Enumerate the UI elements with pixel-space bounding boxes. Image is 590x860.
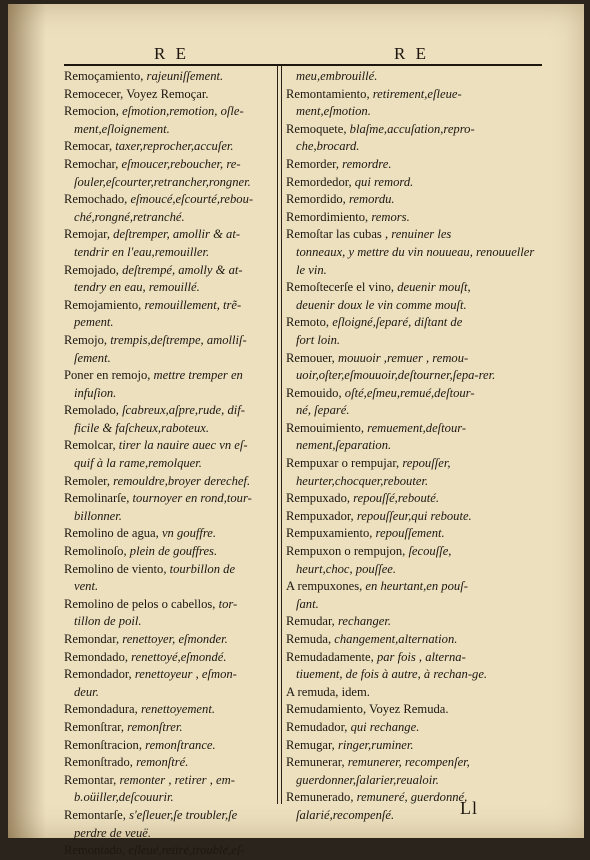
dictionary-entry (286, 86, 542, 121)
dictionary-entry (64, 631, 272, 649)
entry-headword: A remuda, idem. (286, 684, 370, 699)
entry-definition: tourbillon de (169, 561, 236, 576)
entry-headword: Remojado, (64, 262, 123, 277)
entry-headword: Remudar, (286, 614, 338, 629)
entry-continuation: tendry en eau, remouillé. (74, 280, 200, 295)
entry-headword: Remolcar, (64, 438, 119, 453)
entry-definition: changement,alternation. (334, 632, 458, 646)
dictionary-entry (64, 525, 272, 543)
entry-continuation: ſant. (296, 596, 319, 611)
entry-definition: eſmoucé,eſcourté,rebou- (130, 192, 254, 207)
entry-definition: ſecouſſe, (408, 544, 452, 559)
entry-headword: Remudador, (286, 719, 351, 734)
entry-definition: remouldre,broyer derechef. (113, 473, 251, 488)
dictionary-entry (64, 103, 272, 138)
entry-definition: renettoyeur , eſmon- (134, 667, 237, 682)
entry-definition: remordu. (348, 192, 395, 207)
entry-definition: plein de gouffres. (129, 544, 218, 559)
entry-continuation: né, ſeparé. (296, 403, 350, 418)
entry-headword: Remolino de viento, (64, 561, 170, 576)
dictionary-entry (286, 508, 542, 526)
entry-headword: Remonſtrar, (64, 719, 128, 734)
entry-headword: Remouido, (286, 385, 345, 400)
entry-continuation: che,brocard. (296, 139, 360, 154)
entry-headword: Poner en remojo, (64, 368, 154, 383)
dictionary-entry (64, 543, 272, 561)
entry-headword: Rempuxado, (286, 491, 354, 506)
entry-headword: Remochar, (64, 156, 122, 171)
dictionary-entry (64, 596, 272, 631)
entry-definition: eſmoucer,reboucher, re- (121, 156, 241, 171)
dictionary-entry (286, 789, 542, 824)
dictionary-entry (64, 68, 272, 86)
entry-headword: Remolino de agua, (64, 526, 162, 541)
entry-continuation: heurt,choc, pouſſee. (296, 561, 397, 576)
entry-definition: repouſſement. (375, 526, 445, 541)
dictionary-entry (64, 262, 272, 297)
entry-headword: Remontar, (64, 772, 120, 787)
entry-definition: repouſſé,rebouté. (353, 491, 439, 506)
entry-continuation: vent. (74, 579, 99, 594)
entry-definition: s'eſleuer,ſe troubler,ſe (129, 807, 238, 822)
dictionary-entry (64, 367, 272, 402)
dictionary-entry (286, 385, 542, 420)
entry-headword: Remolinoſo, (64, 544, 130, 559)
entry-headword: Rempuxon o rempujon, (286, 544, 409, 559)
entry-definition: remors. (371, 209, 410, 224)
entry-headword: Remuda, (286, 632, 335, 646)
left-column (64, 68, 272, 860)
entry-headword: Remolino de pelos o cabellos, (64, 596, 219, 611)
entry-definition: remouillement, trẽ- (144, 297, 242, 312)
entry-headword: Remontarſe, (64, 807, 130, 822)
entry-headword: Remondadura, (64, 702, 141, 717)
entry-continuation: tendrir en l'eau,remouiller. (74, 244, 210, 259)
header-rule (64, 64, 542, 66)
entry-definition: remonſtrance. (145, 737, 216, 752)
entry-continuation: tillon de poil. (74, 614, 142, 629)
dictionary-entry (286, 209, 542, 227)
entry-headword: Remolinarſe, (64, 491, 133, 506)
dictionary-entry (64, 701, 272, 719)
entry-headword: Remouer, (286, 350, 338, 365)
entry-headword: Remoto, (286, 315, 333, 330)
entry-continuation: ment,eſmotion. (296, 104, 371, 119)
dictionary-entry (286, 719, 542, 737)
right-column (286, 68, 542, 825)
entry-continuation: ſalarié,recompenſé. (296, 807, 395, 822)
entry-definition: blaſme,accuſation,repro- (349, 121, 475, 136)
dictionary-entry (64, 666, 272, 701)
entry-headword: Remonſtracion, (64, 737, 146, 752)
entry-continuation: ſouler,eſcourter,retrancher,rongner. (74, 174, 251, 189)
dictionary-entry (286, 156, 542, 174)
dictionary-entry (286, 684, 542, 702)
dictionary-entry (286, 754, 542, 789)
entry-headword: Remunerar, (286, 755, 348, 770)
entry-headword: Remontado, (64, 843, 129, 858)
entry-headword: Remoquete, (286, 121, 350, 136)
entry-headword: A rempuxones, (286, 579, 366, 594)
entry-definition: qui remord. (354, 174, 414, 189)
dictionary-entry (286, 525, 542, 543)
entry-headword: Remochado, (64, 192, 131, 207)
entry-definition: mouuoir ,remuer , remou- (337, 350, 469, 365)
entry-headword: Remocecer, (64, 86, 127, 101)
entry-cross-reference: Voyez Remuda. (369, 702, 449, 717)
entry-definition: vn gouffre. (161, 526, 217, 541)
dictionary-entry (286, 191, 542, 209)
entry-headword: Remojo, (64, 332, 111, 347)
dictionary-entry (286, 737, 542, 755)
entry-headword: Remoſtar las cubas , (286, 227, 392, 242)
entry-continuation: ſement. (74, 350, 111, 365)
entry-headword: Remunerado, (286, 790, 357, 805)
entry-continuation: guerdonner,ſalarier,reualoir. (296, 772, 439, 787)
dictionary-entry (286, 174, 542, 192)
entry-continuation: fort loin. (296, 332, 341, 347)
entry-definition: en heurtant,en pouſ- (365, 579, 468, 594)
entry-headword: Remojamiento, (64, 297, 145, 312)
entry-continuation: quif à la rame,remolquer. (74, 456, 202, 471)
entry-headword: Remontamiento, (286, 86, 373, 101)
dictionary-entry (64, 807, 272, 842)
entry-definition: qui rechange. (350, 719, 420, 734)
entry-headword: Remoçamiento, (64, 69, 147, 83)
dictionary-entry (64, 561, 272, 596)
entry-headword: Remondar, (64, 632, 123, 646)
dictionary-entry (286, 631, 542, 649)
entry-continuation: meu,embrouillé. (296, 69, 378, 83)
entry-definition: retirement,eſleue- (372, 86, 462, 101)
entry-definition: renettoyement. (140, 702, 215, 717)
entry-definition: rechanger. (337, 614, 392, 629)
entry-definition: mettre tremper en (153, 368, 243, 383)
entry-definition: remuement,deſtour- (367, 420, 467, 435)
entry-definition: repouſſer, (402, 456, 451, 471)
dictionary-entry (64, 226, 272, 261)
entry-definition: oſté,eſmeu,remué,deſtour- (344, 385, 475, 400)
entry-definition: deuenir mouſt, (397, 280, 471, 295)
entry-definition: eſleué,retiré,troublé,eſ- (128, 843, 245, 858)
entry-continuation: nement,ſeparation. (296, 438, 392, 453)
dictionary-entry (64, 156, 272, 191)
entry-continuation: perdre de veuë. (74, 825, 152, 840)
dictionary-entry (64, 297, 272, 332)
entry-continuation: uoir,oſter,eſmouuoir,deſtourner,ſepa-rer. (296, 368, 496, 383)
entry-definition: eſloigné,ſeparé, diſtant de (332, 315, 463, 330)
entry-definition: renuiner les (391, 227, 452, 242)
gutter-shadow (8, 4, 46, 838)
dictionary-entry (286, 613, 542, 631)
dictionary-entry (286, 68, 542, 86)
entry-headword: Remordedor, (286, 174, 355, 189)
entry-headword: Remojar, (64, 227, 114, 242)
entry-continuation: pement. (74, 315, 114, 330)
entry-headword: Remordimiento, (286, 209, 372, 224)
dictionary-entry (286, 314, 542, 349)
entry-definition: tirer la nauire auec vn eſ- (118, 438, 248, 453)
entry-definition: deſtrempé, amolly & at- (122, 262, 243, 277)
entry-headword: Remouimiento, (286, 420, 368, 435)
entry-definition: ſcabreux,aſpre,rude, dif- (122, 403, 245, 418)
entry-definition: rajeuniſſement. (146, 69, 224, 83)
column-rule (281, 66, 282, 804)
entry-definition: remordre. (342, 156, 392, 171)
dictionary-entry (64, 772, 272, 807)
dictionary-entry (286, 649, 542, 684)
dictionary-entry (64, 86, 272, 104)
entry-headword: Rempuxador, (286, 508, 357, 523)
dictionary-entry (64, 842, 272, 860)
entry-continuation: ché,rongné,retranché. (74, 209, 185, 224)
running-header (64, 44, 544, 66)
dictionary-entry (64, 649, 272, 667)
entry-continuation: heurter,chocquer,rebouter. (296, 473, 429, 488)
header-left: R E (154, 44, 189, 63)
dictionary-entry (286, 701, 542, 719)
entry-headword: Remocion, (64, 104, 123, 119)
dictionary-entry (64, 402, 272, 437)
dictionary-entry (286, 490, 542, 508)
dictionary-entry (64, 490, 272, 525)
entry-headword: Remudadamente, (286, 649, 377, 664)
entry-definition: remonter , retirer , em- (119, 772, 235, 787)
entry-continuation: deur. (74, 684, 99, 699)
entry-headword: Remondador, (64, 667, 135, 682)
dictionary-entry (286, 420, 542, 455)
header-right: R E (394, 44, 429, 63)
entry-definition: par fois , alterna- (376, 649, 466, 664)
entry-definition: tor- (218, 596, 238, 611)
entry-headword: Remordido, (286, 192, 349, 207)
entry-headword: Remorder, (286, 156, 343, 171)
dictionary-entry (64, 473, 272, 491)
entry-definition: renettoyé,eſmondé. (131, 649, 227, 664)
entry-headword: Rempuxar o rempujar, (286, 456, 403, 471)
entry-continuation: tiuement, de fois à autre, à rechan-ge. (296, 667, 488, 682)
entry-headword: Remoſtecerſe el vino, (286, 280, 398, 295)
dictionary-entry (64, 754, 272, 772)
entry-headword: Remoler, (64, 473, 114, 488)
dictionary-entry (286, 578, 542, 613)
dictionary-entry (64, 332, 272, 367)
entry-definition: remonſtré. (136, 755, 189, 770)
dictionary-entry (64, 138, 272, 156)
dictionary-entry (64, 191, 272, 226)
signature-mark: Ll (460, 798, 478, 818)
entry-continuation: ment,eſloignement. (74, 121, 170, 136)
dictionary-entry (64, 437, 272, 472)
dictionary-entry (286, 279, 542, 314)
entry-definition: deſtremper, amollir & at- (113, 227, 241, 242)
book-page (8, 4, 584, 858)
entry-definition: tournoyer en rond,tour- (132, 491, 252, 506)
entry-definition: remunerer, recompenſer, (347, 755, 470, 770)
entry-definition: repouſſeur,qui reboute. (356, 508, 472, 523)
dictionary-entry (64, 719, 272, 737)
dictionary-entry (286, 543, 542, 578)
entry-headword: Remonſtrado, (64, 755, 137, 770)
dictionary-entry (286, 121, 542, 156)
entry-definition: trempis,deſtrempe, amolliſ- (110, 332, 247, 347)
entry-continuation: deuenir doux le vin comme mouſt. (296, 297, 467, 312)
entry-headword: Remondado, (64, 649, 132, 664)
entry-definition: remuneré, guerdonné, (356, 790, 468, 805)
dictionary-entry (286, 455, 542, 490)
entry-headword: Remolado, (64, 403, 123, 418)
entry-definition: ringer,ruminer. (337, 737, 414, 752)
entry-headword: Remudamiento, (286, 702, 370, 717)
entry-definition: eſmotion,remotion, oſle- (122, 104, 244, 119)
entry-cross-reference: Voyez Remoçar. (126, 86, 209, 101)
dictionary-entry (286, 226, 542, 279)
entry-continuation: ficile & faſcheux,raboteux. (74, 420, 209, 435)
entry-definition: renettoyer, eſmonder. (122, 632, 228, 646)
entry-headword: Remugar, (286, 737, 338, 752)
dictionary-entry (64, 737, 272, 755)
entry-continuation: b.oüiller,deſcouurir. (74, 790, 174, 805)
entry-continuation: tonneaux, y mettre du vin nouueau, renouueller le vin. (296, 244, 535, 277)
entry-headword: Remocar, (64, 139, 116, 154)
entry-continuation: infuſion. (74, 385, 117, 400)
column-rule (277, 66, 278, 804)
entry-continuation: billonner. (74, 508, 122, 523)
entry-definition: remonſtrer. (127, 719, 183, 734)
entry-headword: Rempuxamiento, (286, 526, 376, 541)
dictionary-entry (286, 350, 542, 385)
entry-definition: taxer,reprocher,accuſer. (115, 139, 234, 154)
